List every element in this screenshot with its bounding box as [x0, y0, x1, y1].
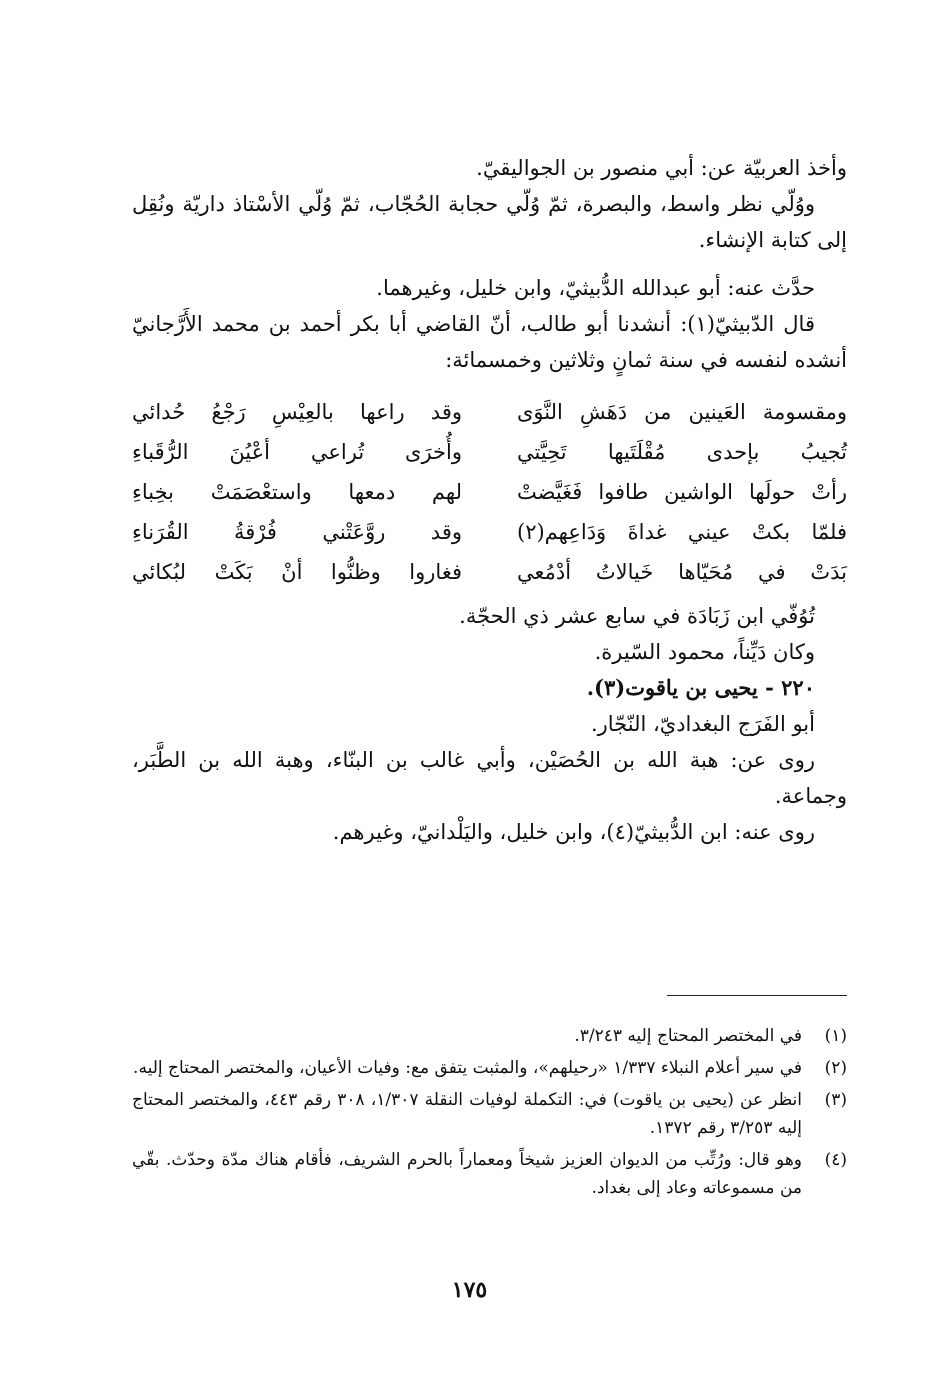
footnote-text: في المختصر المحتاج إليه ٣/٢٤٣.: [574, 1026, 802, 1046]
entry-kunya: أبو الفَرَج البغداديّ، النّجّار.: [590, 712, 815, 736]
verse-first-hemistich: ومقسومة العَينين من دَهَشِ النَّوَى: [517, 400, 847, 424]
verse-second-hemistich: فغاروا وظنُّوا أنْ بَكَتْ لبُكائي: [132, 560, 462, 584]
footnote-divider: [667, 995, 847, 996]
paragraph-offices: ووُلّي نظر واسط، والبصرة، ثمّ وُلّي حجابة الحُجّاب، ثمّ وُلّي الأسْتاذ داريّة ونُقِل إلى كتابة الإنشاء.: [132, 192, 847, 252]
poem-verse: [132, 392, 847, 432]
footnotes: [132, 1022, 847, 1206]
poem-verse: [132, 472, 847, 512]
paragraph-poem-intro: قال الدّبيثيّ(١): أنشدنا أبو طالب، أنّ القاضي أبا بكر أحمد بن محمد الأَرَّجانيّ أنشده لنفسه في سنة ثمانٍ وثلاثين وخمسمائة:: [132, 312, 847, 372]
verse-second-hemistich: وقد راعها بالعِيْسِ رَجْعُ حُدائي: [132, 400, 462, 424]
verse-first-hemistich: بَدَتْ في مُحَيّاها خَيالاتُ أدْمُعي: [517, 560, 847, 584]
footnote-text: في سير أعلام النبلاء ١/٣٣٧ «رحيلهم»، والمثبت يتفق مع: وفيات الأعيان، والمختصر المحتاج إليه.: [133, 1058, 802, 1078]
footnote-number: (٤): [824, 1150, 847, 1170]
poem-verse: [132, 512, 847, 552]
page-number: ١٧٥: [451, 1277, 488, 1303]
verse-second-hemistich: وأُخرَى تُراعي أعْيُنَ الرُّقَباءِ: [132, 440, 462, 464]
poem: [132, 392, 847, 592]
footnote-number: (١): [824, 1026, 847, 1046]
poem-verse: [132, 552, 847, 592]
verse-second-hemistich: لهم دمعها واستعْصَمَتْ بخِباءِ: [132, 480, 462, 504]
paragraph-death-date: تُوُفّي ابن زَبَادَة في سابع عشر ذي الحجّة.: [459, 604, 815, 628]
paragraph-arabic-learning: وأخذ العربيّة عن: أبي منصور بن الجواليقيّ.: [476, 156, 847, 180]
entry-title: ٢٢٠ - يحيى بن ياقوت(٣).: [586, 675, 815, 700]
poem-verse: [132, 432, 847, 472]
paragraph-character: وكان دَيِّناً، محمود السّيرة.: [594, 640, 815, 664]
entry-narrated-by: روى عنه: ابن الدُّبيثيّ(٤)، وابن خليل، واليَلْدانيّ، وغيرهم.: [332, 820, 815, 844]
footnote-number: (٣): [824, 1090, 847, 1110]
entry-narrated-from: روى عن: هبة الله بن الحُصَيْن، وأبي غالب بن البنّاء، وهبة الله بن الطَّبَر، وجماعة.: [132, 748, 847, 808]
verse-first-hemistich: فلمّا بكتْ عيني غداةَ وَدَاعِهم(٢): [517, 520, 847, 544]
footnote-number: (٢): [824, 1058, 847, 1078]
verse-second-hemistich: وقد روَّعَتْني فُرْقةُ القُرَناءِ: [132, 520, 462, 544]
verse-first-hemistich: رأتْ حولَها الواشين طافوا فَغَيَّضتْ: [517, 480, 847, 504]
footnote: [132, 1022, 847, 1050]
footnote: [132, 1086, 847, 1142]
paragraph-narrators: حدَّث عنه: أبو عبدالله الدُّبيثيّ، وابن خليل، وغيرهما.: [376, 276, 815, 300]
footnote: [132, 1054, 847, 1082]
main-text: [132, 150, 847, 850]
footnote: [132, 1146, 847, 1202]
footnote-text: انظر عن (يحيى بن ياقوت) في: التكملة لوفيات النقلة ١/٣٠٧، ٣٠٨ رقم ٤٤٣، والمختصر المحتاج إليه ٣/٢٥٣ رقم ١٣٧٢.: [132, 1090, 802, 1138]
verse-first-hemistich: تُجيبُ بإحدى مُقْلَتَيها تَحِيَّتي: [517, 440, 847, 464]
footnote-text: وهو قال: ورُتِّب من الديوان العزيز شيخاً ومعماراً بالحرم الشريف، فأقام هناك مدّة وحدّث. بقّي من مسموعاته وعاد إلى بغداد.: [132, 1150, 802, 1198]
